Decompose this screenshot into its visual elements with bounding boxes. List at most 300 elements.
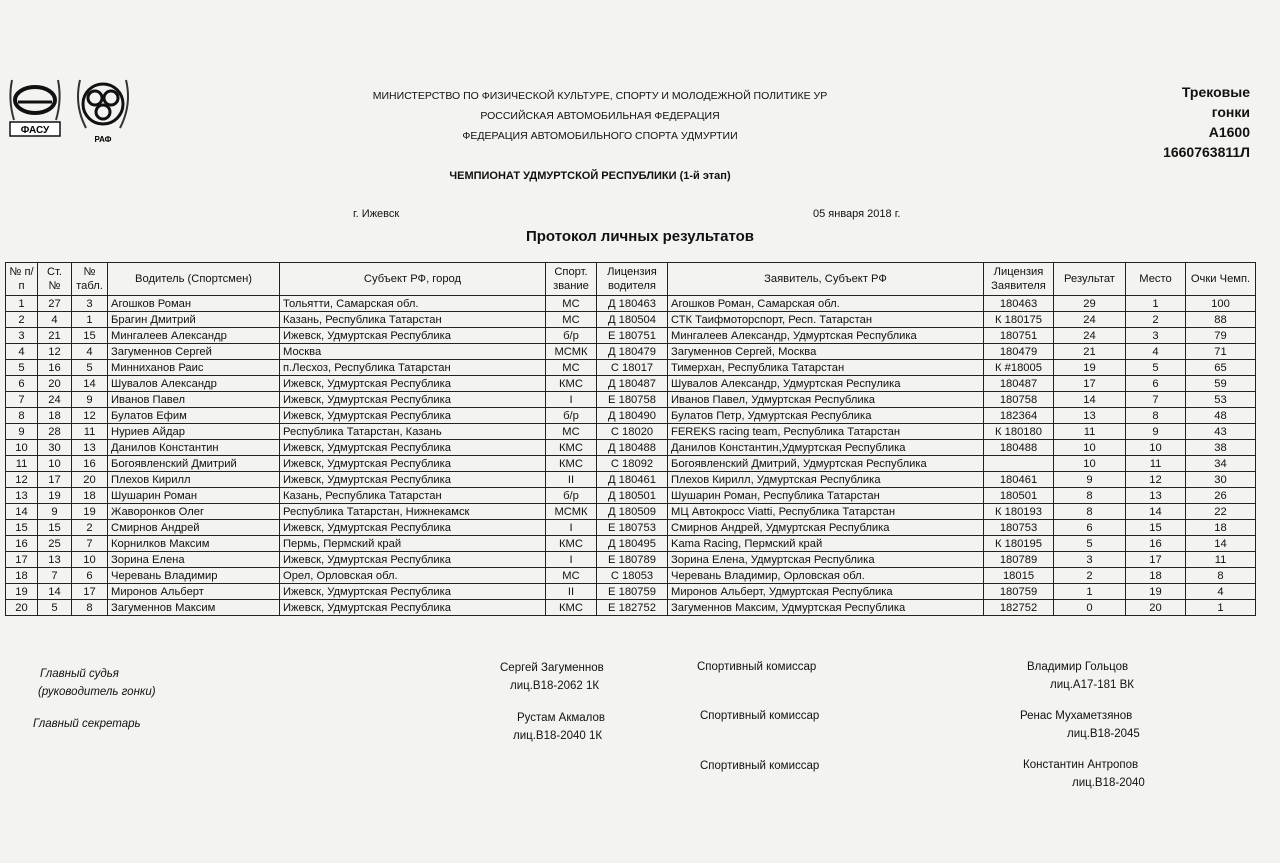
commissar-license: лиц.В18-2040 bbox=[1072, 777, 1145, 789]
cell-place: 1 bbox=[1126, 296, 1186, 312]
cell-start-number: 20 bbox=[38, 376, 72, 392]
cell-rank: КМС bbox=[546, 536, 597, 552]
cell-entrant: МЦ Автокросс Viatti, Республика Татарстан bbox=[668, 504, 984, 520]
cell-table-number: 14 bbox=[72, 376, 108, 392]
cell-entrant: Загуменнов Сергей, Москва bbox=[668, 344, 984, 360]
cell-driver: Шушарин Роман bbox=[108, 488, 280, 504]
cell-position: 12 bbox=[6, 472, 38, 488]
cell-position: 13 bbox=[6, 488, 38, 504]
cell-entrant: Зорина Елена, Удмуртская Республика bbox=[668, 552, 984, 568]
cell-place: 20 bbox=[1126, 600, 1186, 616]
cell-entrant-license: 18015 bbox=[984, 568, 1054, 584]
cell-place: 9 bbox=[1126, 424, 1186, 440]
cell-region: п.Лесхоз, Республика Татарстан bbox=[280, 360, 546, 376]
cell-start-number: 30 bbox=[38, 440, 72, 456]
event-date: 05 января 2018 г. bbox=[813, 208, 901, 220]
cell-points: 79 bbox=[1186, 328, 1256, 344]
cell-rank: КМС bbox=[546, 600, 597, 616]
cell-position: 5 bbox=[6, 360, 38, 376]
cell-table-number: 15 bbox=[72, 328, 108, 344]
cell-start-number: 13 bbox=[38, 552, 72, 568]
table-row bbox=[6, 584, 1256, 600]
col-header: № табл. bbox=[72, 263, 108, 296]
cell-result: 9 bbox=[1054, 472, 1126, 488]
cell-table-number: 2 bbox=[72, 520, 108, 536]
cell-region: Казань, Республика Татарстан bbox=[280, 312, 546, 328]
cell-position: 11 bbox=[6, 456, 38, 472]
cell-place: 13 bbox=[1126, 488, 1186, 504]
cell-entrant: Черевань Владимир, Орловская обл. bbox=[668, 568, 984, 584]
cell-result: 10 bbox=[1054, 456, 1126, 472]
cell-table-number: 13 bbox=[72, 440, 108, 456]
cell-region: Республика Татарстан, Казань bbox=[280, 424, 546, 440]
cell-start-number: 10 bbox=[38, 456, 72, 472]
cell-points: 8 bbox=[1186, 568, 1256, 584]
cell-points: 4 bbox=[1186, 584, 1256, 600]
cell-position: 9 bbox=[6, 424, 38, 440]
cell-driver-license: Д 180463 bbox=[597, 296, 668, 312]
commissar-label: Спортивный комиссар bbox=[700, 760, 820, 772]
cell-points: 14 bbox=[1186, 536, 1256, 552]
cell-position: 15 bbox=[6, 520, 38, 536]
table-row bbox=[6, 424, 1256, 440]
table-row bbox=[6, 328, 1256, 344]
cell-points: 34 bbox=[1186, 456, 1256, 472]
cell-rank: МС bbox=[546, 296, 597, 312]
cell-entrant: Мингалеев Александр, Удмуртская Республика bbox=[668, 328, 984, 344]
cell-rank: КМС bbox=[546, 440, 597, 456]
cell-driver-license: Д 180490 bbox=[597, 408, 668, 424]
cell-region: Ижевск, Удмуртская Республика bbox=[280, 456, 546, 472]
cell-entrant: Загуменнов Максим, Удмуртская Республика bbox=[668, 600, 984, 616]
cell-points: 30 bbox=[1186, 472, 1256, 488]
cell-entrant-license: 182364 bbox=[984, 408, 1054, 424]
cell-entrant-license: 180463 bbox=[984, 296, 1054, 312]
cell-start-number: 17 bbox=[38, 472, 72, 488]
cell-start-number: 12 bbox=[38, 344, 72, 360]
cell-position: 17 bbox=[6, 552, 38, 568]
cell-points: 48 bbox=[1186, 408, 1256, 424]
org-line-3: ФЕДЕРАЦИЯ АВТОМОБИЛЬНОГО СПОРТА УДМУРТИИ bbox=[462, 130, 738, 142]
cell-place: 4 bbox=[1126, 344, 1186, 360]
cell-region: Ижевск, Удмуртская Республика bbox=[280, 552, 546, 568]
cell-driver-license: Д 180504 bbox=[597, 312, 668, 328]
discipline-info bbox=[1120, 82, 1250, 162]
championship-title: ЧЕМПИОНАТ УДМУРТСКОЙ РЕСПУБЛИКИ (1-й этап) bbox=[449, 170, 731, 182]
event-city: г. Ижевск bbox=[353, 208, 400, 220]
table-row bbox=[6, 536, 1256, 552]
cell-place: 5 bbox=[1126, 360, 1186, 376]
cell-table-number: 5 bbox=[72, 360, 108, 376]
cell-place: 19 bbox=[1126, 584, 1186, 600]
cell-entrant: Булатов Петр, Удмуртская Республика bbox=[668, 408, 984, 424]
cell-entrant-license: 180789 bbox=[984, 552, 1054, 568]
cell-driver-license: Д 180461 bbox=[597, 472, 668, 488]
cell-entrant-license: К #18005 bbox=[984, 360, 1054, 376]
table-row bbox=[6, 456, 1256, 472]
cell-position: 16 bbox=[6, 536, 38, 552]
cell-entrant-license: 180487 bbox=[984, 376, 1054, 392]
cell-driver-license: Д 180487 bbox=[597, 376, 668, 392]
cell-driver: Агошков Роман bbox=[108, 296, 280, 312]
cell-driver: Булатов Ефим bbox=[108, 408, 280, 424]
col-header: Очки Чемп. bbox=[1186, 263, 1256, 296]
cell-driver-license: Е 180789 bbox=[597, 552, 668, 568]
cell-place: 16 bbox=[1126, 536, 1186, 552]
cell-points: 38 bbox=[1186, 440, 1256, 456]
cell-driver-license: С 18020 bbox=[597, 424, 668, 440]
cell-entrant-license: 180501 bbox=[984, 488, 1054, 504]
cell-entrant: Плехов Кирилл, Удмуртская Республика bbox=[668, 472, 984, 488]
cell-driver: Зорина Елена bbox=[108, 552, 280, 568]
cell-result: 2 bbox=[1054, 568, 1126, 584]
discipline-class: А1600 bbox=[1208, 124, 1250, 140]
commissar-name: Константин Антропов bbox=[1023, 759, 1139, 771]
discipline-code: 1660763811Л bbox=[1163, 144, 1250, 160]
cell-driver: Шувалов Александр bbox=[108, 376, 280, 392]
cell-entrant-license: 180753 bbox=[984, 520, 1054, 536]
cell-region: Ижевск, Удмуртская Республика bbox=[280, 408, 546, 424]
cell-table-number: 4 bbox=[72, 344, 108, 360]
col-header: Водитель (Спортсмен) bbox=[108, 263, 280, 296]
cell-rank: МСМК bbox=[546, 504, 597, 520]
cell-region: Ижевск, Удмуртская Республика bbox=[280, 520, 546, 536]
cell-region: Ижевск, Удмуртская Республика bbox=[280, 328, 546, 344]
cell-entrant-license: К 180180 bbox=[984, 424, 1054, 440]
table-row bbox=[6, 568, 1256, 584]
cell-driver: Данилов Константин bbox=[108, 440, 280, 456]
cell-position: 1 bbox=[6, 296, 38, 312]
cell-table-number: 19 bbox=[72, 504, 108, 520]
cell-table-number: 8 bbox=[72, 600, 108, 616]
cell-rank: МСМК bbox=[546, 344, 597, 360]
cell-driver: Иванов Павел bbox=[108, 392, 280, 408]
cell-position: 10 bbox=[6, 440, 38, 456]
cell-entrant: Агошков Роман, Самарская обл. bbox=[668, 296, 984, 312]
cell-points: 65 bbox=[1186, 360, 1256, 376]
cell-driver: Черевань Владимир bbox=[108, 568, 280, 584]
cell-start-number: 9 bbox=[38, 504, 72, 520]
cell-table-number: 18 bbox=[72, 488, 108, 504]
cell-position: 4 bbox=[6, 344, 38, 360]
cell-entrant-license: 180479 bbox=[984, 344, 1054, 360]
chief-secretary-label: Главный секретарь bbox=[33, 718, 141, 730]
col-header: Лицензия Заявителя bbox=[984, 263, 1054, 296]
cell-region: Республика Татарстан, Нижнекамск bbox=[280, 504, 546, 520]
cell-entrant-license bbox=[984, 456, 1054, 472]
cell-points: 88 bbox=[1186, 312, 1256, 328]
cell-driver-license: Д 180488 bbox=[597, 440, 668, 456]
cell-region: Ижевск, Удмуртская Республика bbox=[280, 376, 546, 392]
cell-region: Казань, Республика Татарстан bbox=[280, 488, 546, 504]
cell-result: 5 bbox=[1054, 536, 1126, 552]
org-line-2: РОССИЙСКАЯ АВТОМОБИЛЬНАЯ ФЕДЕРАЦИЯ bbox=[480, 110, 720, 122]
cell-driver-license: Е 180758 bbox=[597, 392, 668, 408]
cell-start-number: 14 bbox=[38, 584, 72, 600]
cell-table-number: 7 bbox=[72, 536, 108, 552]
cell-table-number: 1 bbox=[72, 312, 108, 328]
results-table bbox=[5, 262, 1256, 616]
cell-table-number: 10 bbox=[72, 552, 108, 568]
cell-result: 14 bbox=[1054, 392, 1126, 408]
cell-table-number: 17 bbox=[72, 584, 108, 600]
cell-position: 6 bbox=[6, 376, 38, 392]
cell-position: 8 bbox=[6, 408, 38, 424]
cell-entrant-license: К 180193 bbox=[984, 504, 1054, 520]
cell-result: 24 bbox=[1054, 312, 1126, 328]
cell-rank: б/р bbox=[546, 488, 597, 504]
cell-driver-license: Д 180495 bbox=[597, 536, 668, 552]
cell-rank: I bbox=[546, 392, 597, 408]
cell-start-number: 24 bbox=[38, 392, 72, 408]
cell-result: 17 bbox=[1054, 376, 1126, 392]
table-row bbox=[6, 296, 1256, 312]
cell-points: 26 bbox=[1186, 488, 1256, 504]
cell-start-number: 4 bbox=[38, 312, 72, 328]
cell-place: 14 bbox=[1126, 504, 1186, 520]
cell-entrant: Богоявленский Дмитрий, Удмуртская Республика bbox=[668, 456, 984, 472]
commissar-license: лиц.В18-2045 bbox=[1067, 728, 1140, 740]
cell-position: 20 bbox=[6, 600, 38, 616]
cell-start-number: 27 bbox=[38, 296, 72, 312]
cell-result: 3 bbox=[1054, 552, 1126, 568]
secretary-license: лиц.В18-2040 1К bbox=[513, 730, 603, 742]
cell-rank: КМС bbox=[546, 376, 597, 392]
cell-result: 19 bbox=[1054, 360, 1126, 376]
cell-driver-license: Е 180751 bbox=[597, 328, 668, 344]
col-header: Спорт. звание bbox=[546, 263, 597, 296]
cell-points: 43 bbox=[1186, 424, 1256, 440]
cell-driver: Мингалеев Александр bbox=[108, 328, 280, 344]
table-row bbox=[6, 360, 1256, 376]
cell-result: 8 bbox=[1054, 504, 1126, 520]
cell-entrant: Тимерхан, Республика Татарстан bbox=[668, 360, 984, 376]
cell-position: 7 bbox=[6, 392, 38, 408]
cell-rank: I bbox=[546, 552, 597, 568]
cell-rank: МС bbox=[546, 568, 597, 584]
cell-table-number: 12 bbox=[72, 408, 108, 424]
judge-name: Сергей Загуменнов bbox=[500, 662, 604, 674]
cell-driver: Миронов Альберт bbox=[108, 584, 280, 600]
commissar-name: Владимир Гольцов bbox=[1027, 661, 1129, 673]
table-row bbox=[6, 472, 1256, 488]
cell-place: 15 bbox=[1126, 520, 1186, 536]
table-row bbox=[6, 408, 1256, 424]
judge-license: лиц.В18-2062 1К bbox=[510, 680, 600, 692]
cell-points: 71 bbox=[1186, 344, 1256, 360]
cell-entrant-license: 180461 bbox=[984, 472, 1054, 488]
table-row bbox=[6, 504, 1256, 520]
table-header-row bbox=[6, 263, 1256, 296]
cell-driver: Нуриев Айдар bbox=[108, 424, 280, 440]
cell-region: Ижевск, Удмуртская Республика bbox=[280, 392, 546, 408]
cell-table-number: 16 bbox=[72, 456, 108, 472]
col-header: Субъект РФ, город bbox=[280, 263, 546, 296]
cell-driver: Минниханов Раис bbox=[108, 360, 280, 376]
cell-points: 11 bbox=[1186, 552, 1256, 568]
table-row bbox=[6, 552, 1256, 568]
cell-region: Москва bbox=[280, 344, 546, 360]
commissar-license: лиц.А17-181 ВК bbox=[1050, 679, 1134, 691]
cell-rank: МС bbox=[546, 424, 597, 440]
cell-start-number: 21 bbox=[38, 328, 72, 344]
commissar-label: Спортивный комиссар bbox=[700, 710, 820, 722]
cell-driver: Жаворонков Олег bbox=[108, 504, 280, 520]
cell-driver-license: С 18017 bbox=[597, 360, 668, 376]
chief-judge-label: Главный судья bbox=[40, 668, 119, 680]
cell-region: Орел, Орловская обл. bbox=[280, 568, 546, 584]
secretary-name: Рустам Акмалов bbox=[517, 712, 606, 724]
cell-driver-license: Д 180509 bbox=[597, 504, 668, 520]
col-header: Место bbox=[1126, 263, 1186, 296]
cell-rank: I bbox=[546, 520, 597, 536]
cell-driver-license: С 18053 bbox=[597, 568, 668, 584]
cell-entrant-license: 180751 bbox=[984, 328, 1054, 344]
cell-place: 12 bbox=[1126, 472, 1186, 488]
cell-driver-license: С 18092 bbox=[597, 456, 668, 472]
cell-driver-license: Е 182752 bbox=[597, 600, 668, 616]
cell-driver: Смирнов Андрей bbox=[108, 520, 280, 536]
cell-place: 3 bbox=[1126, 328, 1186, 344]
cell-result: 13 bbox=[1054, 408, 1126, 424]
cell-rank: МС bbox=[546, 360, 597, 376]
cell-region: Ижевск, Удмуртская Республика bbox=[280, 472, 546, 488]
cell-place: 17 bbox=[1126, 552, 1186, 568]
cell-rank: КМС bbox=[546, 456, 597, 472]
cell-result: 6 bbox=[1054, 520, 1126, 536]
commissar-label: Спортивный комиссар bbox=[697, 661, 817, 673]
cell-table-number: 20 bbox=[72, 472, 108, 488]
table-row bbox=[6, 600, 1256, 616]
discipline-line-1: Трековые bbox=[1181, 84, 1250, 100]
cell-entrant: FEREKS racing team, Республика Татарстан bbox=[668, 424, 984, 440]
cell-position: 18 bbox=[6, 568, 38, 584]
cell-position: 3 bbox=[6, 328, 38, 344]
col-header: Ст. № bbox=[38, 263, 72, 296]
cell-driver: Загуменнов Сергей bbox=[108, 344, 280, 360]
org-line-1: МИНИСТЕРСТВО ПО ФИЗИЧЕСКОЙ КУЛЬТУРЕ, СПОРТУ И МОЛОДЕЖНОЙ ПОЛИТИКЕ УР bbox=[372, 90, 828, 102]
cell-place: 10 bbox=[1126, 440, 1186, 456]
cell-region: Ижевск, Удмуртская Республика bbox=[280, 600, 546, 616]
cell-driver-license: Е 180753 bbox=[597, 520, 668, 536]
cell-driver: Загуменнов Максим bbox=[108, 600, 280, 616]
cell-driver: Плехов Кирилл bbox=[108, 472, 280, 488]
cell-start-number: 15 bbox=[38, 520, 72, 536]
cell-entrant-license: 180759 bbox=[984, 584, 1054, 600]
cell-place: 2 bbox=[1126, 312, 1186, 328]
cell-position: 2 bbox=[6, 312, 38, 328]
cell-points: 53 bbox=[1186, 392, 1256, 408]
cell-table-number: 9 bbox=[72, 392, 108, 408]
fasu-logo-text: ФАСУ bbox=[20, 125, 50, 136]
cell-points: 1 bbox=[1186, 600, 1256, 616]
cell-points: 18 bbox=[1186, 520, 1256, 536]
cell-start-number: 25 bbox=[38, 536, 72, 552]
cell-rank: б/р bbox=[546, 328, 597, 344]
cell-region: Тольятти, Самарская обл. bbox=[280, 296, 546, 312]
cell-rank: МС bbox=[546, 312, 597, 328]
cell-table-number: 11 bbox=[72, 424, 108, 440]
cell-driver-license: Е 180759 bbox=[597, 584, 668, 600]
cell-points: 59 bbox=[1186, 376, 1256, 392]
cell-start-number: 7 bbox=[38, 568, 72, 584]
cell-place: 7 bbox=[1126, 392, 1186, 408]
cell-result: 0 bbox=[1054, 600, 1126, 616]
cell-driver: Богоявленский Дмитрий bbox=[108, 456, 280, 472]
cell-entrant: Миронов Альберт, Удмуртская Республика bbox=[668, 584, 984, 600]
cell-rank: II bbox=[546, 584, 597, 600]
cell-place: 11 bbox=[1126, 456, 1186, 472]
cell-result: 8 bbox=[1054, 488, 1126, 504]
col-header: Результат bbox=[1054, 263, 1126, 296]
table-row bbox=[6, 440, 1256, 456]
cell-position: 14 bbox=[6, 504, 38, 520]
cell-entrant-license: К 180195 bbox=[984, 536, 1054, 552]
cell-region: Ижевск, Удмуртская Республика bbox=[280, 584, 546, 600]
cell-entrant: Шушарин Роман, Республика Татарстан bbox=[668, 488, 984, 504]
discipline-line-2: гонки bbox=[1211, 104, 1250, 120]
cell-points: 100 bbox=[1186, 296, 1256, 312]
raf-logo bbox=[72, 70, 134, 150]
cell-entrant: Kama Racing, Пермский край bbox=[668, 536, 984, 552]
col-header: Заявитель, Субъект РФ bbox=[668, 263, 984, 296]
table-row bbox=[6, 344, 1256, 360]
cell-result: 10 bbox=[1054, 440, 1126, 456]
cell-result: 1 bbox=[1054, 584, 1126, 600]
cell-rank: б/р bbox=[546, 408, 597, 424]
col-header: № п/п bbox=[6, 263, 38, 296]
cell-place: 18 bbox=[1126, 568, 1186, 584]
cell-start-number: 28 bbox=[38, 424, 72, 440]
cell-entrant-license: 180488 bbox=[984, 440, 1054, 456]
cell-region: Ижевск, Удмуртская Республика bbox=[280, 440, 546, 456]
cell-result: 21 bbox=[1054, 344, 1126, 360]
cell-start-number: 16 bbox=[38, 360, 72, 376]
cell-entrant: СТК Таифмоторспорт, Респ. Татарстан bbox=[668, 312, 984, 328]
cell-position: 19 bbox=[6, 584, 38, 600]
table-row bbox=[6, 312, 1256, 328]
cell-result: 24 bbox=[1054, 328, 1126, 344]
chief-judge-sub: (руководитель гонки) bbox=[38, 686, 156, 698]
table-row bbox=[6, 488, 1256, 504]
cell-entrant: Данилов Константин,Удмуртская Республика bbox=[668, 440, 984, 456]
cell-region: Пермь, Пермский край bbox=[280, 536, 546, 552]
table-row bbox=[6, 376, 1256, 392]
cell-entrant-license: 182752 bbox=[984, 600, 1054, 616]
cell-place: 8 bbox=[1126, 408, 1186, 424]
cell-driver: Брагин Дмитрий bbox=[108, 312, 280, 328]
cell-points: 22 bbox=[1186, 504, 1256, 520]
fasu-logo bbox=[4, 70, 66, 150]
cell-place: 6 bbox=[1126, 376, 1186, 392]
commissar-name: Ренас Мухаметзянов bbox=[1020, 710, 1133, 722]
cell-result: 29 bbox=[1054, 296, 1126, 312]
cell-start-number: 18 bbox=[38, 408, 72, 424]
cell-driver: Корнилков Максим bbox=[108, 536, 280, 552]
cell-table-number: 6 bbox=[72, 568, 108, 584]
cell-rank: II bbox=[546, 472, 597, 488]
cell-entrant: Смирнов Андрей, Удмуртская Республика bbox=[668, 520, 984, 536]
cell-entrant: Шувалов Александр, Удмуртская Респулика bbox=[668, 376, 984, 392]
cell-start-number: 5 bbox=[38, 600, 72, 616]
cell-start-number: 19 bbox=[38, 488, 72, 504]
cell-result: 11 bbox=[1054, 424, 1126, 440]
cell-entrant-license: 180758 bbox=[984, 392, 1054, 408]
table-row bbox=[6, 392, 1256, 408]
cell-driver-license: Д 180501 bbox=[597, 488, 668, 504]
raf-logo-text: РАФ bbox=[94, 135, 112, 144]
cell-entrant: Иванов Павел, Удмуртская Республика bbox=[668, 392, 984, 408]
